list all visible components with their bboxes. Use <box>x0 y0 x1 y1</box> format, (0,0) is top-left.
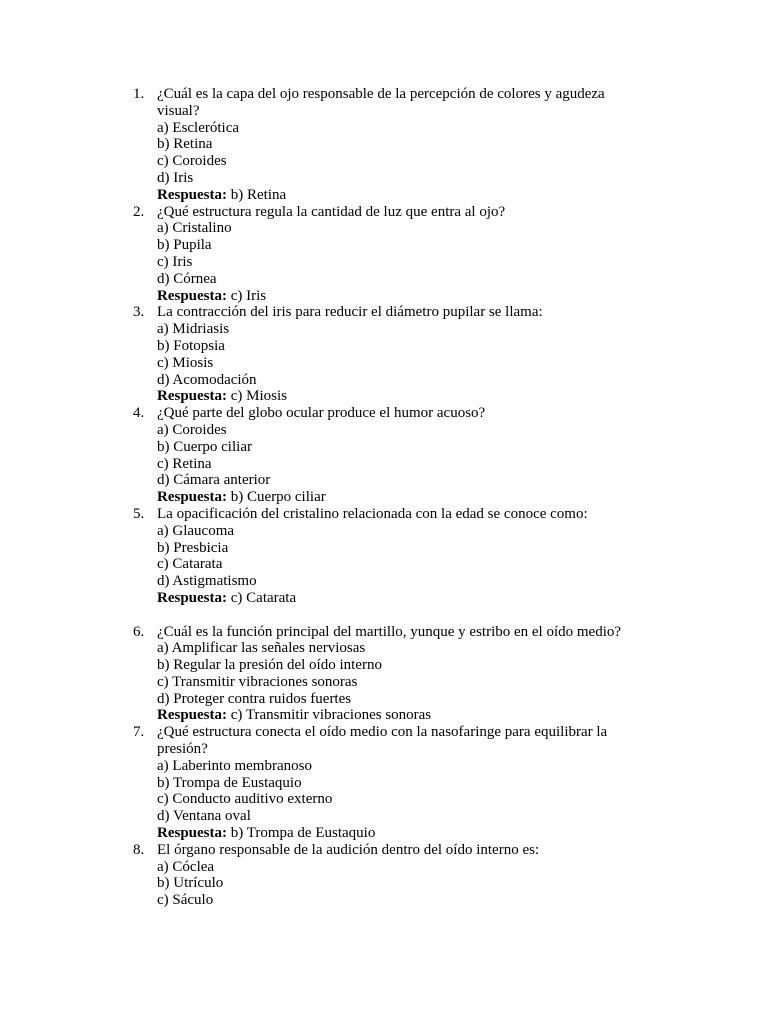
question-text: La opacificación del cristalino relacionada con la edad se conoce como: <box>157 505 588 522</box>
question-text: ¿Cuál es la función principal del martillo, yunque y estribo en el oído medio? <box>157 623 622 640</box>
option-b: b) Trompa de Eustaquio <box>157 774 302 791</box>
question-item <box>0 405 627 506</box>
answer-line <box>157 825 627 842</box>
answer-value: c) Transmitir vibraciones sonoras <box>230 707 432 724</box>
answer-label: Respuesta: <box>157 489 227 506</box>
option-b: b) Utrículo <box>157 875 224 892</box>
answer-line <box>157 489 627 506</box>
answer-label: Respuesta: <box>157 186 227 203</box>
option-c: c) Miosis <box>157 354 214 371</box>
answer-line <box>157 388 627 405</box>
answer-label: Respuesta: <box>157 388 227 405</box>
answer-value: b) Retina <box>230 186 287 203</box>
option-a: a) Glaucoma <box>157 522 235 539</box>
option-b: b) Pupila <box>157 237 212 254</box>
option-d: d) Cámara anterior <box>157 472 271 489</box>
question-text: La contracción del iris para reducir el diámetro pupilar se llama: <box>157 304 543 321</box>
question-group-eye <box>0 86 768 607</box>
option-c: c) Conducto auditivo externo <box>157 791 333 808</box>
question-group-ear <box>0 624 768 910</box>
answer-value: c) Miosis <box>230 388 287 405</box>
option-d: d) Córnea <box>157 270 217 287</box>
answer-label: Respuesta: <box>157 287 227 304</box>
question-item <box>0 624 627 725</box>
question-text: ¿Cuál es la capa del ojo responsable de la percepción de colores y agudeza visual? <box>157 86 605 119</box>
answer-line <box>157 707 627 724</box>
answer-value: b) Cuerpo ciliar <box>230 489 326 506</box>
question-item <box>0 86 627 204</box>
option-a: a) Cóclea <box>157 858 215 875</box>
question-number: 8. <box>133 841 145 858</box>
option-a: a) Midriasis <box>157 321 230 338</box>
answer-label: Respuesta: <box>157 589 227 606</box>
answer-label: Respuesta: <box>157 707 227 724</box>
answer-value: b) Trompa de Eustaquio <box>230 825 376 842</box>
answer-line <box>157 187 627 204</box>
question-item <box>0 724 627 842</box>
answer-line <box>157 288 627 305</box>
option-d: d) Proteger contra ruidos fuertes <box>157 690 352 707</box>
question-text: El órgano responsable de la audición dentro del oído interno es: <box>157 841 540 858</box>
question-item <box>0 842 627 909</box>
option-a: a) Cristalino <box>157 220 232 237</box>
option-d: d) Iris <box>157 169 194 186</box>
question-item <box>0 204 627 305</box>
question-text: ¿Qué estructura conecta el oído medio con la nasofaringe para equilibrar la presión? <box>157 724 608 758</box>
question-item <box>0 304 627 405</box>
question-number: 1. <box>133 86 145 102</box>
option-c: c) Retina <box>157 455 212 472</box>
option-c: c) Transmitir vibraciones sonoras <box>157 673 358 690</box>
option-c: c) Coroides <box>157 153 227 170</box>
option-a: a) Coroides <box>157 421 227 438</box>
option-b: b) Cuerpo ciliar <box>157 438 252 455</box>
question-item <box>0 506 627 607</box>
option-d: d) Acomodación <box>157 371 257 388</box>
question-number: 4. <box>133 405 145 422</box>
answer-value: c) Iris <box>230 287 267 304</box>
question-text: ¿Qué estructura regula la cantidad de luz que entra al ojo? <box>157 203 506 220</box>
option-c: c) Iris <box>157 253 193 270</box>
option-d: d) Astigmatismo <box>157 573 257 590</box>
option-c: c) Sáculo <box>157 892 214 909</box>
document-page <box>0 86 768 909</box>
option-d: d) Ventana oval <box>157 808 251 825</box>
option-a: a) Esclerótica <box>157 119 240 136</box>
question-number: 7. <box>133 724 145 741</box>
question-number: 3. <box>133 304 145 321</box>
option-b: b) Retina <box>157 136 213 153</box>
option-a: a) Laberinto membranoso <box>157 757 312 774</box>
option-b: b) Presbicia <box>157 539 229 556</box>
answer-label: Respuesta: <box>157 825 227 842</box>
option-b: b) Regular la presión del oído interno <box>157 657 382 674</box>
answer-line <box>157 590 627 607</box>
option-c: c) Catarata <box>157 556 223 573</box>
question-number: 6. <box>133 623 145 640</box>
question-number: 2. <box>133 203 145 220</box>
question-text: ¿Qué parte del globo ocular produce el humor acuoso? <box>157 405 486 422</box>
option-b: b) Fotopsia <box>157 337 225 354</box>
option-a: a) Amplificar las señales nerviosas <box>157 640 366 657</box>
answer-value: c) Catarata <box>230 589 297 606</box>
question-number: 5. <box>133 505 145 522</box>
